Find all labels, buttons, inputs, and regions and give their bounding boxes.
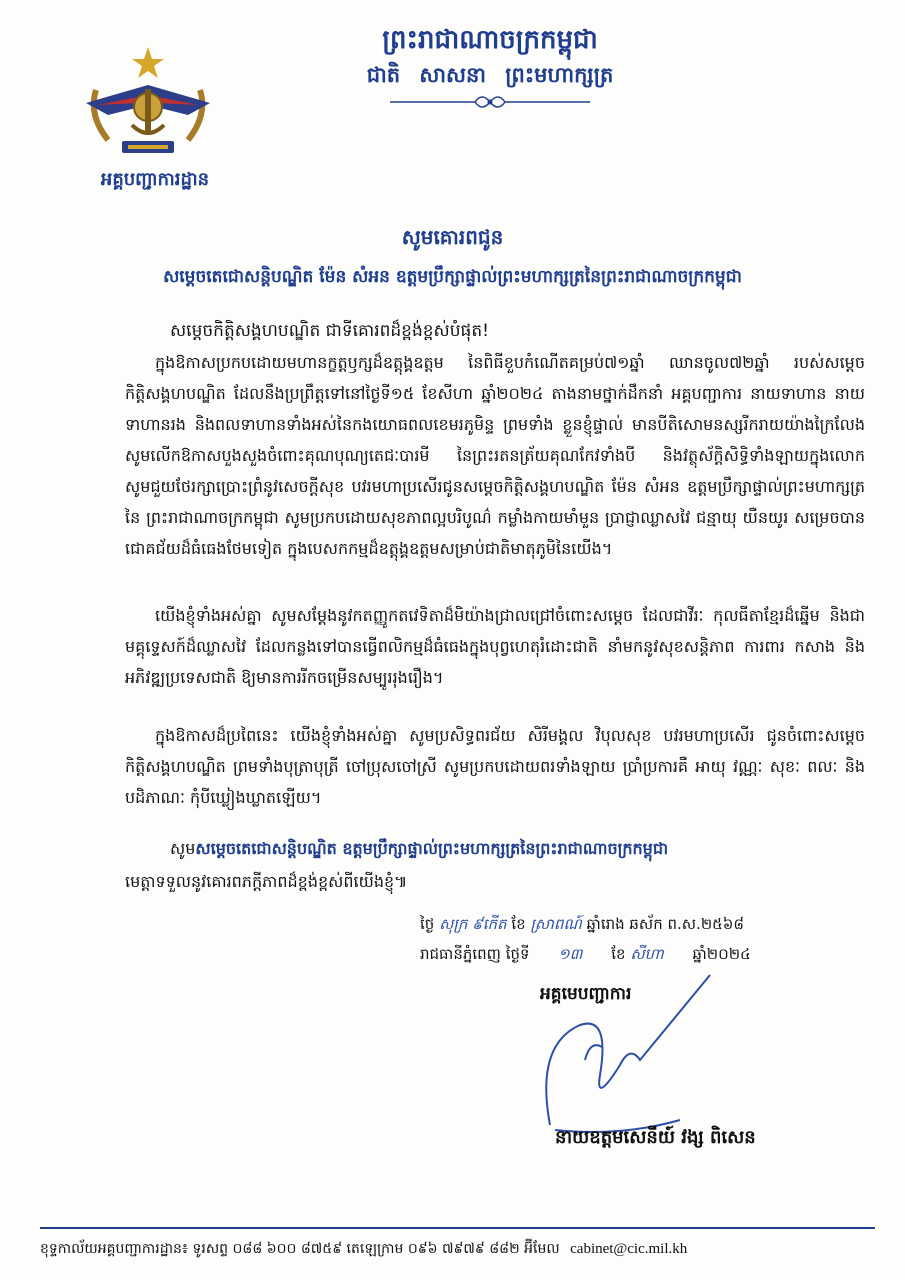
body-paragraph: ក្នុងឱកាសដ៏ប្រពៃនេះ យើងខ្ញុំទាំងអស់គ្នា សូមប្រសិទ្ធពរជ័យ សិរីមង្គល វិបុលសុខ បវរមហាប្រសើរ ជូនចំពោះសម្តេចកិត្តិសង្គហបណ្ឌិត ព្រមទាំងបុត្រាបុត្រី ចៅប្រុសចៅស្រី សូមប្រកបដោយពរទាំងឡាយ ប្រាំប្រការគឺ អាយុ វណ្ណៈ សុខៈ ពលៈ និងបដិភាណៈ កុំបីឃ្លៀងឃ្លាតឡើយ។	[125, 726, 866, 807]
body-paragraph: យើងខ្ញុំទាំងអស់គ្នា សូមសម្តែងនូវកតញ្ញូកតវេទិតាដ៏មិយ៉ាងជ្រាលជ្រៅចំពោះសម្តេច ដែលជាវីរៈ កុលធីតាខ្មែរដ៏ឆ្នើម និងជាមគ្គុទ្ទេសក៍ដ៏ឈ្លាសវៃ ដែលកន្លងទៅបានធ្វើពលិកម្មដ៏ធំធេងក្នុងបុព្វហេតុរំដោះជាតិ នាំមកនូវសុខសន្តិភាព ការពារ កសាង និងអភិវឌ្ឍប្រទេសជាតិ ឱ្យមានការរីកចម្រើនសម្បូររុងរឿង។	[125, 606, 865, 687]
closing-rest: មេត្តាទទួលនូវគោរពភក្តីភាពដ៏ខ្ពង់ខ្ពស់ពីយើងខ្ញុំ៕	[125, 872, 408, 891]
date-year: ឆ្នាំ២០២៤	[692, 945, 751, 963]
lunar-date	[420, 910, 860, 938]
footer-contact-text: ខុទ្ទកាល័យអគ្គបញ្ជាការដ្ឋាន៖ ទូរសព្ទ ០៨៨ ៦០០ ៨៧៥៩ តេឡេក្រាម ០៩៦ ៧៩៧៩ ៨៨២ អ៊ីមែល	[40, 1241, 560, 1257]
lunar-month: ស្រាពណ៍	[530, 915, 582, 933]
date-day: ១៣	[558, 945, 583, 963]
date-month: សីហា	[630, 945, 664, 963]
military-emblem-icon	[78, 45, 218, 163]
closing-line	[170, 835, 870, 863]
date-place: រាជធានីភ្នំពេញ ថ្ងៃទី	[420, 945, 530, 963]
closing-recipient: សម្តេចតេជោសន្តិបណ្ឌិត ឧត្តមប្រឹក្សាផ្ទាល់ព្រះមហាក្សត្រនៃព្រះរាជាណាចក្រកម្ពុជា	[195, 839, 669, 858]
closing-prefix: សូម	[170, 839, 196, 858]
greeting: សម្តេចកិត្តិសង្គហបណ្ឌិត ជាទីគោរពដ៏ខ្ពង់ខ្ពស់បំផុត!	[170, 321, 489, 341]
decorative-divider-icon	[380, 92, 600, 112]
kingdom-title: ព្រះរាជាណាចក្រកម្ពុជា	[382, 25, 598, 55]
organization-name: អគ្គបញ្ជាការដ្ឋាន	[100, 169, 210, 190]
footer-email[interactable]: cabinet@cic.mil.kh	[570, 1241, 688, 1257]
signatory-title: អគ្គមេបញ្ជាការ	[540, 984, 632, 1004]
recipient-line: សម្តេចតេជោសន្តិបណ្ឌិត ម៉ែន សំអន ឧត្តមប្រឹក្សាផ្ទាល់ព្រះមហាក្សត្រនៃព្រះរាជាណាចក្រកម្ពុជា	[163, 267, 742, 287]
signature-icon	[540, 965, 720, 1135]
lunar-day: សុក្រ ៩កើត	[439, 915, 507, 933]
date-month-label: ខែ	[611, 945, 626, 963]
lunar-date-prefix: ថ្ងៃ	[420, 915, 435, 933]
lunar-month-label: ខែ	[511, 915, 526, 933]
footer-divider	[40, 1227, 875, 1229]
salutation-title: សូមគោរពជូន	[401, 225, 504, 249]
footer-contact	[40, 1237, 875, 1261]
body-paragraph: ក្នុងឱកាសប្រកបដោយមហានក្ខត្តឫក្សដ៏ឧត្តុង្គឧត្តម នៃពិធីខួបកំណើតគម្រប់៧១ឆ្នាំ ឈានចូល៧២ឆ្នាំ របស់សម្តេចកិត្តិសង្គហបណ្ឌិត ដែលនឹងប្រព្រឹត្តទៅនៅថ្ងៃទី១៥ ខែសីហា ឆ្នាំ២០២៤ តាងនាមថ្នាក់ដឹកនាំ អគ្គបញ្ជាការ នាយទាហាន នាយទាហានរង និងពលទាហានទាំងអស់នៃកងយោធពលខេមរភូមិន្ទ ព្រមទាំង ខ្លួនខ្ញុំផ្ទាល់ មានបីតិសោមនស្សរីករាយយ៉ាងក្រៃលែង សូមលើកឱកាសបួងសួងចំពោះគុណបុណ្យតេជៈបារមី នៃព្រះរតនត្រ័យគុណកែវទាំងបី និងវត្ថុស័ក្តិសិទ្ធិទាំងឡាយក្នុងលោក សូមជួយថែរក្សាប្រោះព្រំនូវសេចក្តីសុខ បវរមហាប្រសើរជូនសម្តេចកិត្តិសង្គហបណ្ឌិត ម៉ែន សំអន ឧត្តមប្រឹក្សាផ្ទាល់ព្រះមហាក្សត្រនៃ ព្រះរាជាណាចក្រកម្ពុជា សូមប្រកបដោយសុខភាពល្អបរិបូណ៌ កម្លាំងកាយមាំមួន ប្រាជ្ញាឈ្លាសវៃ ជន្មាយុ យឺនយូរ សម្រេចបានជោគជ័យដ៏ធំធេងថែមទៀត ក្នុងបេសកកម្មដ៏ឧត្តុង្គឧត្តមសម្រាប់ជាតិមាតុភូមិនៃយើង។	[125, 353, 865, 558]
lunar-year: ឆ្នាំរោង ឆស័ក ព.ស.២៥៦៨	[586, 915, 745, 933]
national-motto: ជាតិ សាសនា ព្រះមហាក្សត្រ	[366, 63, 614, 87]
signatory-name: នាយឧត្តមសេនីយ៍ វង្ស ពិសេន	[555, 1127, 756, 1148]
solar-date	[420, 940, 860, 968]
